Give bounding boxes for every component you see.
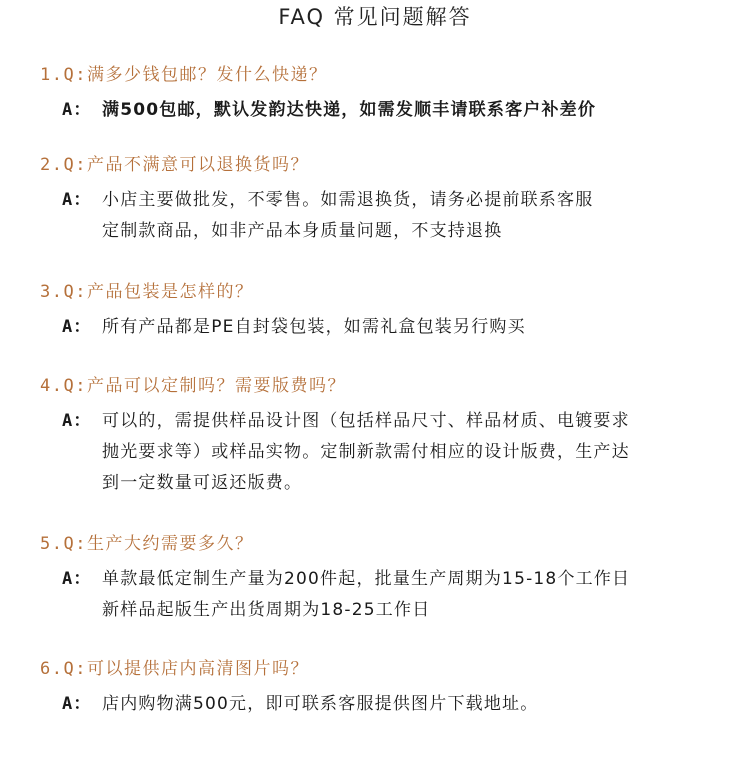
faq-answer	[40, 564, 730, 626]
faq-question	[40, 532, 730, 556]
faq-question	[40, 153, 730, 177]
faq-item-hd-images	[40, 657, 730, 720]
question-text: 生产大约需要多久？	[86, 534, 254, 554]
answer-prefix: A：	[62, 569, 92, 589]
question-number: 6.Q:	[40, 659, 87, 679]
answer-line: 新样品起版生产出货周期为18-25工作日	[102, 600, 431, 620]
faq-item-packaging	[40, 280, 730, 343]
faq-question	[40, 374, 730, 398]
answer-prefix: A：	[62, 317, 92, 337]
answer-prefix: A：	[62, 190, 92, 210]
answer-line: 单款最低定制生产量为200件起，批量生产周期为15-18个工作日	[102, 569, 631, 589]
question-text: 产品不满意可以退换货吗？	[86, 155, 309, 175]
faq-answer	[40, 406, 730, 499]
faq-item-customization	[40, 374, 730, 499]
answer-prefix: A：	[62, 411, 92, 431]
answer-line: 小店主要做批发，不零售。如需退换货，请务必提前联系客服	[102, 190, 594, 210]
answer-line: 满500包邮，默认发韵达快递，如需发顺丰请联系客户补差价	[102, 100, 597, 120]
answer-line: 抛光要求等）或样品实物。定制新款需付相应的设计版费，生产达	[102, 442, 630, 462]
question-text: 满多少钱包邮？发什么快递？	[86, 65, 328, 85]
question-text: 产品包装是怎样的？	[86, 282, 254, 302]
question-text: 产品可以定制吗？需要版费吗？	[86, 376, 346, 396]
question-number: 4.Q:	[40, 376, 87, 396]
question-number: 2.Q:	[40, 155, 87, 175]
answer-line: 可以的，需提供样品设计图（包括样品尺寸、样品材质、电镀要求	[102, 411, 630, 431]
faq-question	[40, 63, 730, 87]
answer-line: 店内购物满500元，即可联系客服提供图片下载地址。	[102, 694, 539, 714]
question-number: 5.Q:	[40, 534, 87, 554]
faq-item-shipping	[40, 63, 730, 126]
faq-answer	[40, 312, 730, 343]
answer-line: 定制款商品，如非产品本身质量问题，不支持退换	[102, 221, 503, 241]
faq-answer	[40, 95, 730, 126]
answer-line: 到一定数量可返还版费。	[102, 473, 303, 493]
question-number: 3.Q:	[40, 282, 87, 302]
question-number: 1.Q:	[40, 65, 87, 85]
faq-question	[40, 280, 730, 304]
answer-line: 所有产品都是PE自封袋包装，如需礼盒包装另行购买	[102, 317, 526, 337]
question-text: 可以提供店内高清图片吗？	[86, 659, 309, 679]
answer-prefix: A：	[62, 694, 92, 714]
faq-item-production-time	[40, 532, 730, 626]
faq-answer	[40, 185, 730, 247]
faq-item-returns	[40, 153, 730, 247]
faq-question	[40, 657, 730, 681]
page-title: FAQ 常见问题解答	[278, 5, 472, 29]
faq-answer	[40, 689, 730, 720]
answer-prefix: A：	[62, 100, 92, 120]
